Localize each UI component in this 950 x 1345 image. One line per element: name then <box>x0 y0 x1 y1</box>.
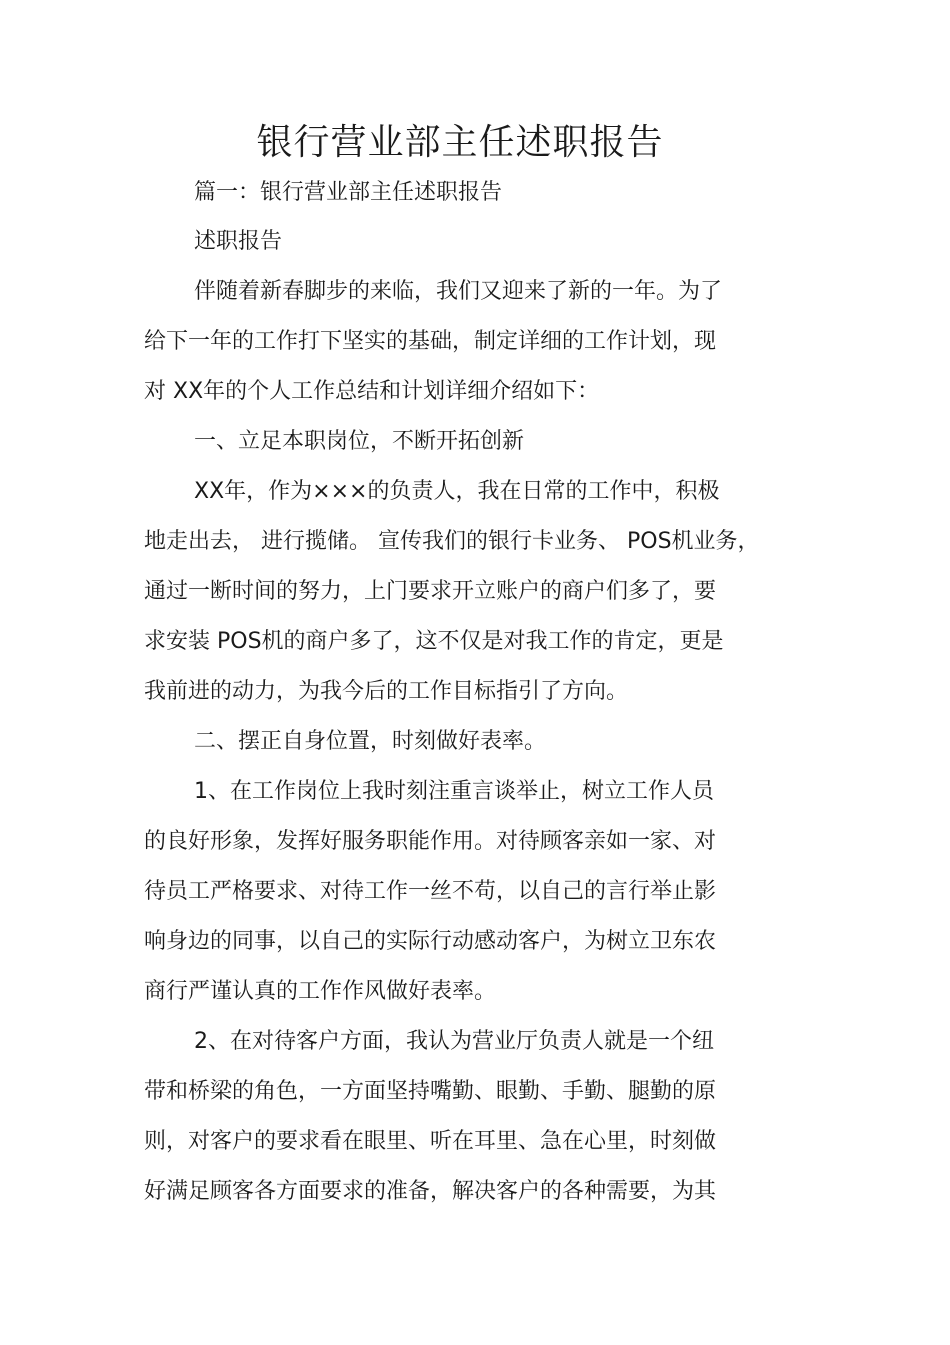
paragraph-line: 对 XX年的个人工作总结和计划详细介绍如下： <box>144 379 600 404</box>
paragraph-line: 给下一年的工作打下坚实的基础，制定详细的工作计划，现 <box>144 329 717 354</box>
document-title: 银行营业部主任述职报告 <box>256 122 664 163</box>
paragraph-line: 商行严谨认真的工作作风做好表率。 <box>144 979 497 1004</box>
subheading: 述职报告 <box>194 229 283 254</box>
paragraph-line: 求安装 POS机的商户多了，这不仅是对我工作的肯定，更是 <box>144 629 724 654</box>
section-heading: 篇一：银行营业部主任述职报告 <box>194 180 503 205</box>
paragraph-line: XX年，作为×××的负责人，我在日常的工作中，积极 <box>194 479 720 504</box>
paragraph-line: 通过一断时间的努力，上门要求开立账户的商户们多了，要 <box>144 579 717 604</box>
section-heading: 一、立足本职岗位，不断开拓创新 <box>194 429 525 454</box>
paragraph-line: 带和桥梁的角色，一方面坚持嘴勤、眼勤、手勤、腿勤的原 <box>144 1079 717 1104</box>
paragraph-line: 则，对客户的要求看在眼里、听在耳里、急在心里，时刻做 <box>144 1129 717 1154</box>
paragraph-line: 2、在对待客户方面，我认为营业厅负责人就是一个纽 <box>194 1029 714 1054</box>
paragraph-line: 我前进的动力，为我今后的工作目标指引了方向。 <box>144 679 629 704</box>
paragraph-line: 响身边的同事，以自己的实际行动感动客户，为树立卫东农 <box>144 929 717 954</box>
paragraph-line: 1、在工作岗位上我时刻注重言谈举止，树立工作人员 <box>194 779 714 804</box>
paragraph-line: 待员工严格要求、对待工作一丝不苟，以自己的言行举止影 <box>144 879 717 904</box>
paragraph-line: 地走出去， 进行揽储。 宣传我们的银行卡业务、 POS机业务， <box>144 529 760 554</box>
paragraph-line: 的良好形象，发挥好服务职能作用。对待顾客亲如一家、对 <box>144 829 717 854</box>
paragraph-line: 好满足顾客各方面要求的准备，解决客户的各种需要，为其 <box>144 1179 717 1204</box>
section-heading: 二、摆正自身位置，时刻做好表率。 <box>194 729 547 754</box>
paragraph-line: 伴随着新春脚步的来临，我们又迎来了新的一年。为了 <box>194 279 723 304</box>
